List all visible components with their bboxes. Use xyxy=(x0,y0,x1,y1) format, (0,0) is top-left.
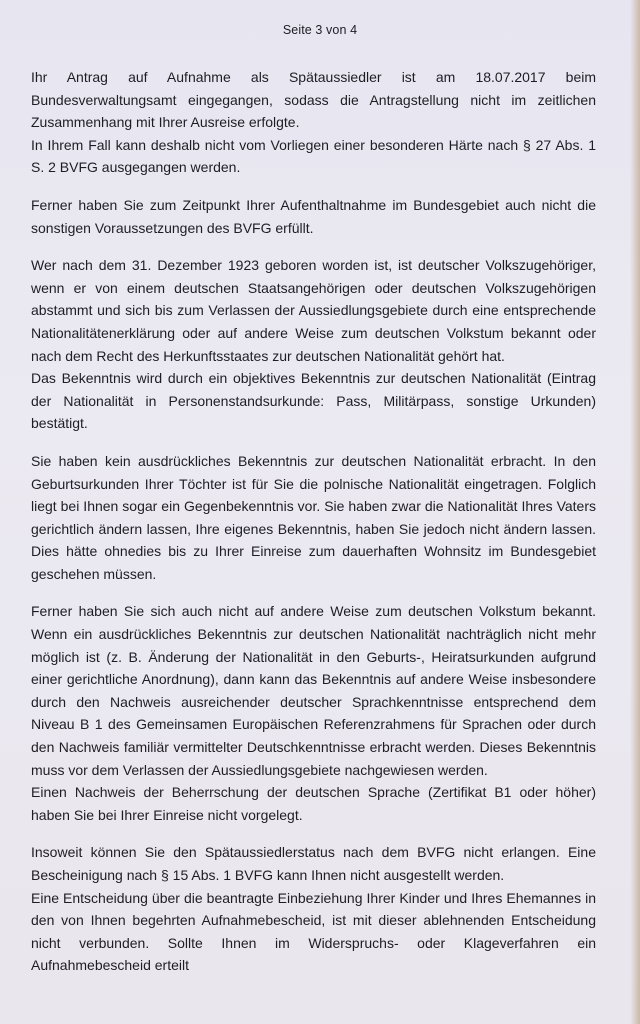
paragraph-language-proof xyxy=(31,600,596,826)
paragraph-sentence: Eine Entscheidung über die beantragte Einbeziehung Ihrer Kinder und Ihres Ehemannes in den von Ihnen begehrten Aufnahmebescheid, ist mit dieser ablehnenden Entscheidung nicht verbunden. Sollte Ihnen im Widerspruchs- oder Klageverfahren ein Aufnahmebescheid erteilt xyxy=(31,889,596,974)
paragraph-conclusion xyxy=(31,841,596,977)
paragraph-sentence: Ferner haben Sie sich auch nicht auf andere Weise zum deutschen Volkstum bekannt. Wenn ein ausdrückliches Bekenntnis zur deutschen Nationalität nachträglich nicht mehr möglich ist (z. B. Änderung der Nationalität in den Geburts-, Heiratsurkunden aufgrund einer gerichtliche Anordnung), dann kann das Bekenntnis auf andere Weise insbesondere durch den Nachweis ausreichender deutscher Sprachkenntnisse entsprechend dem Niveau B 1 des Gemeinsamen Europäischen Referenzrahmens für Sprachen oder durch den Nachweis familiär vermittelter Deutschkenntnisse erbracht werden. Dieses Bekenntnis muss vor dem Verlassen der Aussiedlungsgebiete nachgewiesen werden. xyxy=(31,603,596,778)
page-number: Seite 3 von 4 xyxy=(282,23,358,37)
letter-body xyxy=(31,66,596,992)
paragraph-application-date xyxy=(31,66,596,179)
paragraph-no-declaration xyxy=(31,450,596,586)
paragraph-sentence: Insoweit können Sie den Spätaussiedlerstatus nach dem BVFG nicht erlangen. Eine Bescheinigung nach § 15 Abs. 1 BVFG kann Ihnen nicht ausgestellt werden. xyxy=(31,844,596,883)
paragraph-sentence: Wer nach dem 31. Dezember 1923 geboren worden ist, ist deutscher Volkszugehöriger, wenn er von einem deutschen Staatsangehörigen oder deutschen Volkszugehörigen abstammt und sich bis zum Verlassen der Aussiedlungsgebiete durch eine entsprechende Nationalitätenerklärung oder auf andere Weise zum deutschen Volkstum bekannt oder nach dem Recht des Herkunftsstaates zur deutschen Nationalität gehört hat. xyxy=(31,257,596,364)
paragraph-sentence: Einen Nachweis der Beherrschung der deutschen Sprache (Zertifikat B1 oder höher) haben Sie bei Ihrer Einreise nicht vorgelegt. xyxy=(31,784,596,823)
paragraph-sentence: Sie haben kein ausdrückliches Bekenntnis zur deutschen Nationalität erbracht. In den Geburtsurkunden Ihrer Töchter ist für Sie die polnische Nationalität eingetragen. Folglich liegt bei Ihnen sogar ein Gegenbekenntnis vor. Sie haben zwar die Nationalität Ihres Vaters gerichtlich ändern lassen, Ihre eigenes Bekenntnis, haben Sie jedoch nicht ändern lassen. Dies hätte ohnedies bis zu Ihrer Einreise zum dauerhaften Wohnsitz im Bundesgebiet geschehen müssen. xyxy=(31,452,596,582)
paragraph-sentence: Ferner haben Sie zum Zeitpunkt Ihrer Aufenthaltnahme im Bundesgebiet auch nicht die sonstigen Voraussetzungen des BVFG erfüllt. xyxy=(31,196,596,236)
paragraph-sentence: Das Bekenntnis wird durch ein objektives Bekenntnis zur deutschen Nationalität (Eintrag der Nationalität in Personenstandsurkunde: Pass, Militärpass, sonstige Urkunden) bestätigt. xyxy=(31,370,596,432)
paragraph-sentence: Ihr Antrag auf Aufnahme als Spätaussiedler ist am 18.07.2017 beim Bundesverwaltungsamt eingegangen, sodass die Antragstellung nicht im zeitlichen Zusammenhang mit Ihrer Ausreise erfolgte. xyxy=(31,69,596,131)
paragraph-requirements xyxy=(31,194,596,239)
page-edge-shadow xyxy=(630,0,640,1024)
paragraph-ethnic-definition xyxy=(31,254,596,435)
paragraph-sentence: In Ihrem Fall kann deshalb nicht vom Vorliegen einer besonderen Härte nach § 27 Abs. 1 S. 2 BVFG ausgegangen werden. xyxy=(31,136,596,176)
